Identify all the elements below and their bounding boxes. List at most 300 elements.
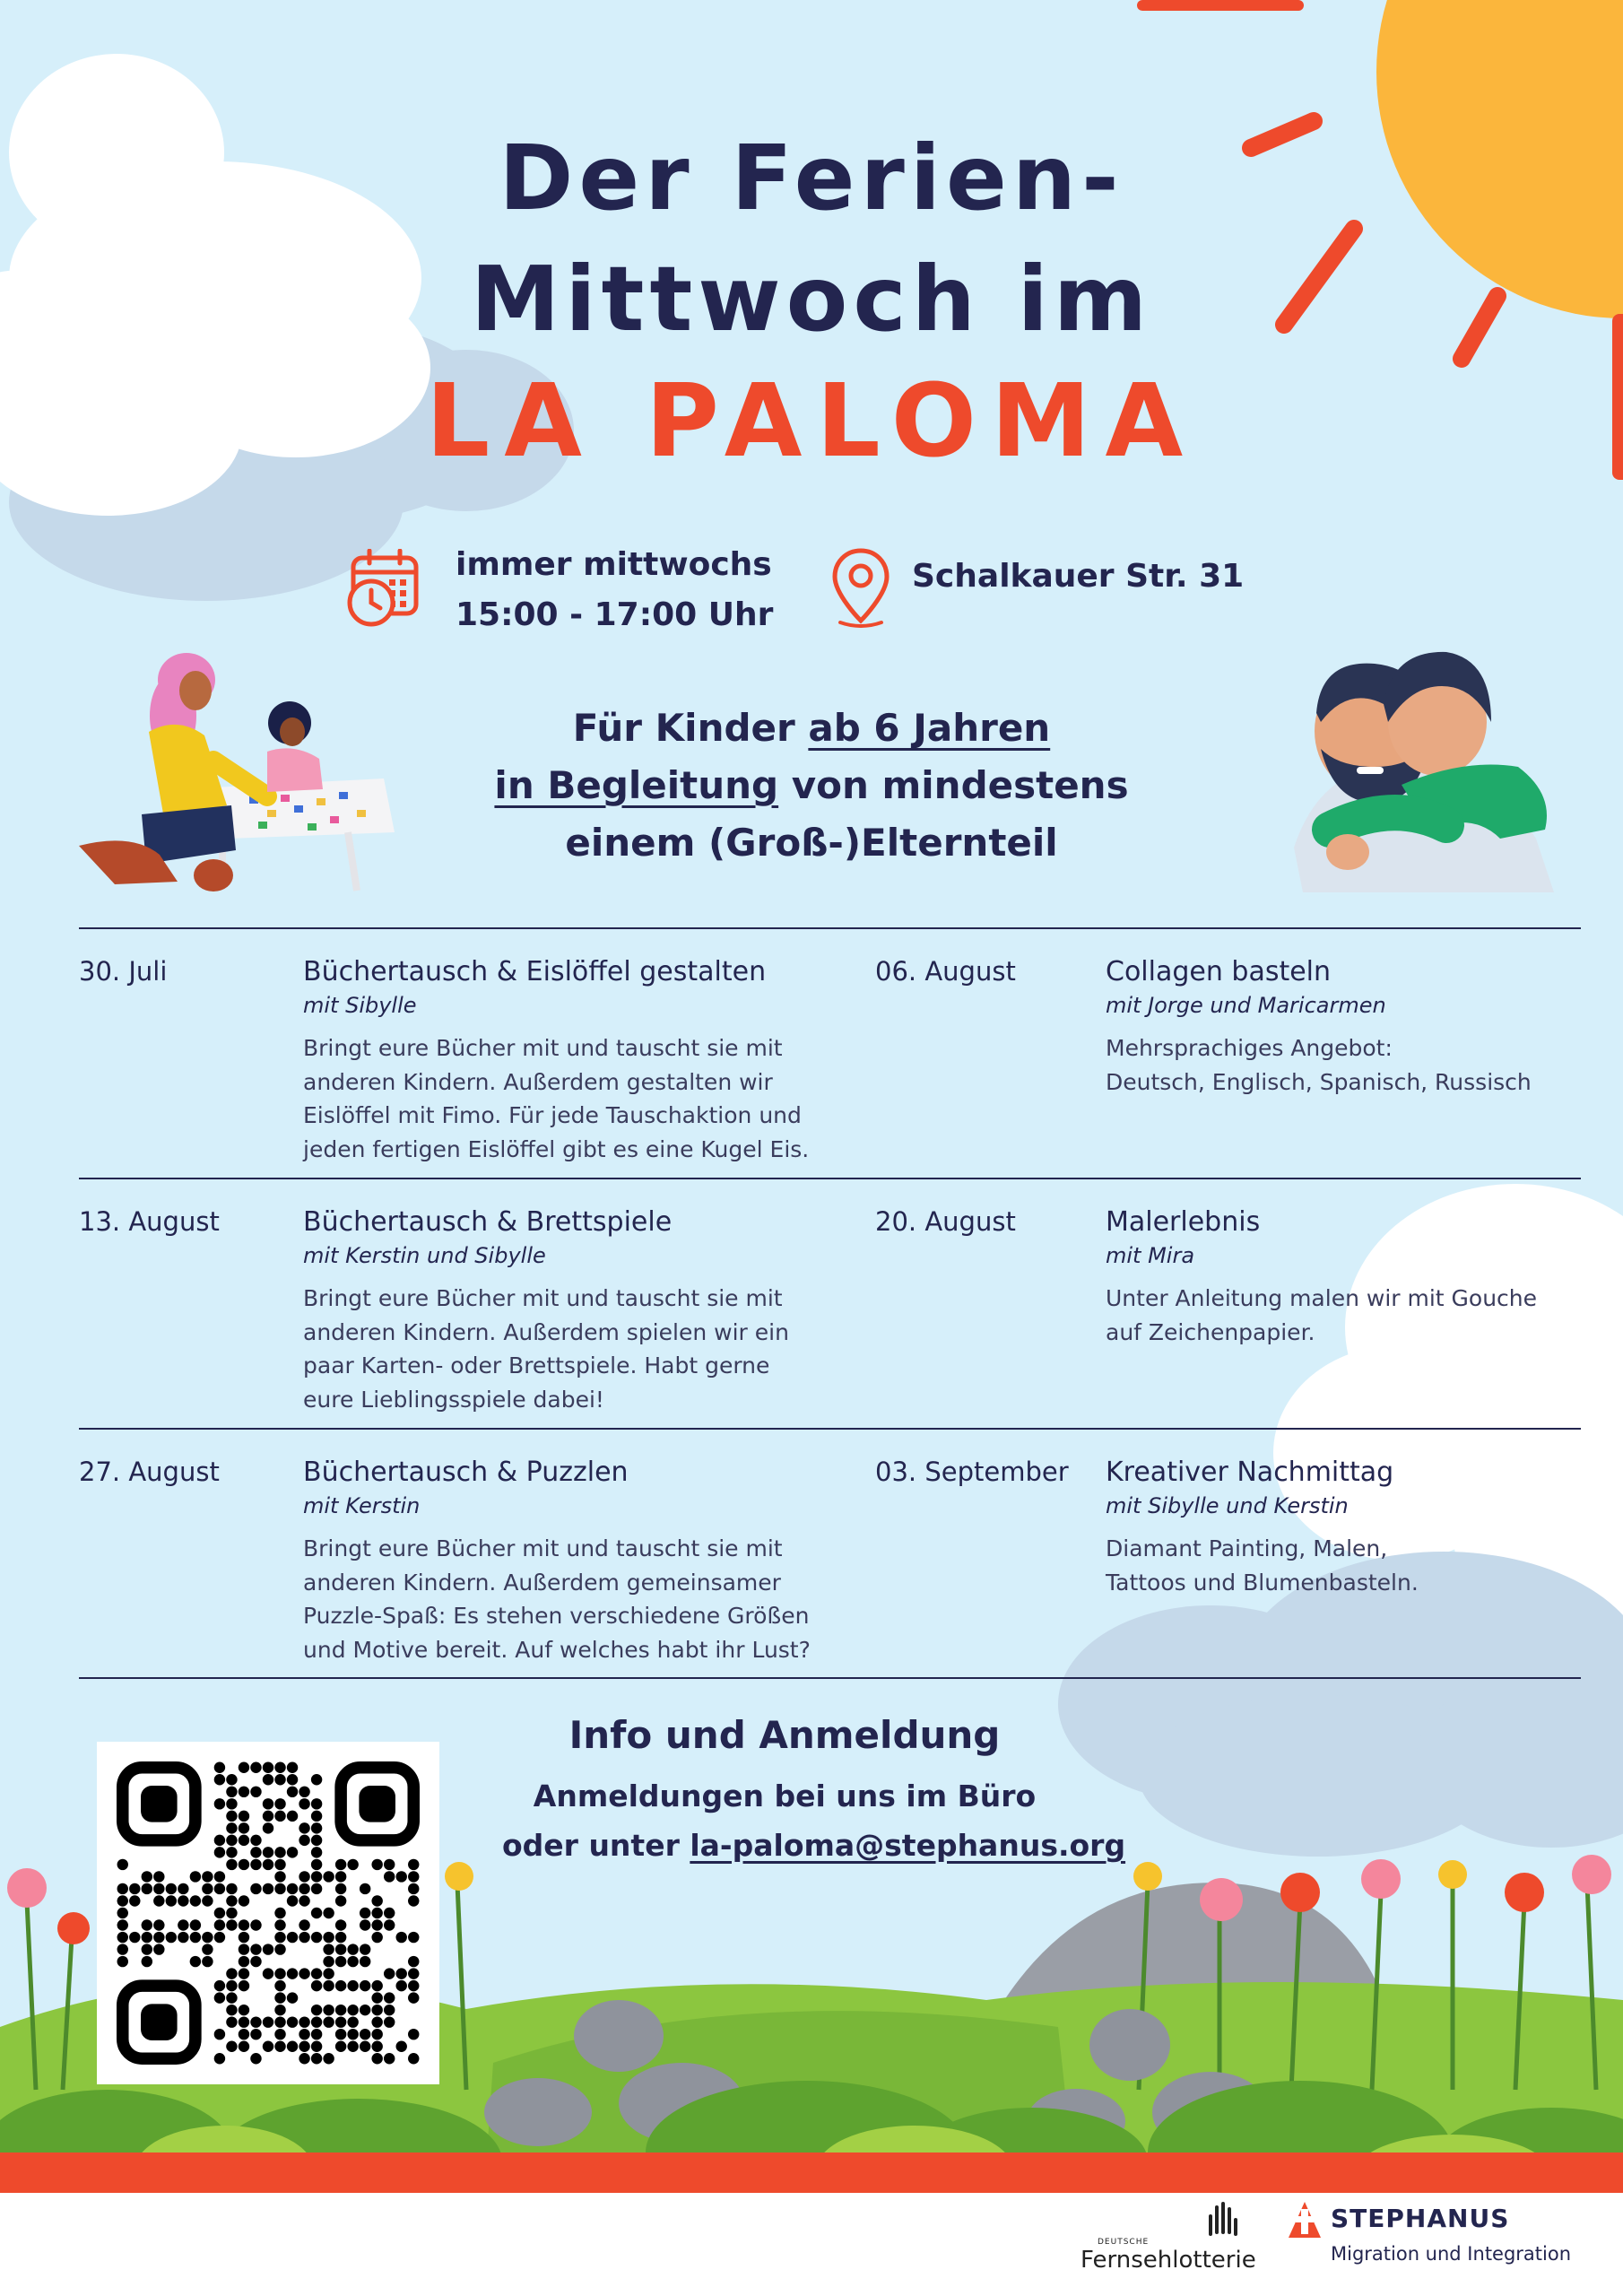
calendar-clock-icon	[344, 549, 425, 630]
qr-module	[226, 1835, 237, 1846]
qr-module	[178, 1895, 188, 1906]
qr-module	[371, 1919, 382, 1930]
qr-module	[311, 1835, 322, 1846]
qr-module	[311, 1871, 322, 1882]
qr-module	[202, 1944, 213, 1954]
qr-module	[274, 1980, 285, 1991]
qr-module	[274, 1871, 285, 1882]
qr-module	[299, 1871, 309, 1882]
qr-module	[226, 1811, 237, 1822]
qr-module	[274, 1811, 285, 1822]
qr-module	[274, 1908, 285, 1918]
event-description-line: anderen Kindern. Außerdem gestalten wir	[303, 1068, 773, 1095]
qr-module	[202, 1895, 213, 1906]
qr-module	[384, 2053, 395, 2064]
qr-module	[360, 1956, 370, 1967]
event-host: mit Kerstin	[303, 1493, 421, 1518]
qr-module	[347, 1956, 358, 1967]
qr-module	[371, 1932, 382, 1943]
qr-module	[323, 2005, 334, 2015]
qr-module	[299, 1895, 309, 1906]
event-title: Büchertausch & Eislöffel gestalten	[303, 956, 767, 987]
qr-module	[250, 1787, 261, 1797]
qr-module	[214, 1932, 225, 1943]
qr-module	[226, 1847, 237, 1857]
qr-module	[202, 1956, 213, 1967]
qr-module	[311, 1847, 322, 1857]
qr-module	[239, 1762, 249, 1773]
qr-module	[311, 1774, 322, 1785]
qr-module	[129, 1932, 140, 1943]
qr-module	[299, 2029, 309, 2039]
qr-module	[371, 2029, 382, 2039]
qr-module	[311, 1822, 322, 1833]
qr-module	[226, 1919, 237, 1930]
qr-module	[178, 1883, 188, 1894]
qr-module	[190, 1932, 201, 1943]
qr-module	[299, 1835, 309, 1846]
qr-module	[166, 1895, 177, 1906]
qr-module	[299, 1798, 309, 1809]
event-date: 13. August	[79, 1206, 220, 1237]
qr-module	[142, 1932, 152, 1943]
qr-module	[274, 1968, 285, 1979]
registration-email-line	[502, 1828, 1126, 1863]
qr-module	[311, 1968, 322, 1979]
qr-module	[117, 1919, 128, 1930]
qr-module	[226, 1908, 237, 1918]
qr-module	[408, 1883, 419, 1894]
address: Schalkauer Str. 31	[912, 558, 1245, 595]
qr-module	[311, 1883, 322, 1894]
qr-module	[360, 1944, 370, 1954]
event-title: Malerlebnis	[1106, 1206, 1261, 1238]
qr-module	[274, 1919, 285, 1930]
qr-module	[384, 1871, 395, 1882]
qr-module	[142, 1944, 152, 1954]
qr-module	[371, 2005, 382, 2015]
qr-module	[226, 1859, 237, 1870]
qr-module	[299, 2041, 309, 2052]
qr-module	[117, 1932, 128, 1943]
qr-module	[190, 1919, 201, 1930]
qr-module	[214, 1762, 225, 1773]
bottom-band	[0, 2152, 1623, 2193]
event-description	[303, 1532, 811, 1666]
qr-module	[263, 1762, 273, 1773]
event-description	[303, 1282, 789, 1416]
qr-module	[239, 1944, 249, 1954]
qr-module	[239, 1956, 249, 1967]
qr-module	[335, 1859, 346, 1870]
qr-module	[274, 1932, 285, 1943]
qr-module	[263, 2016, 273, 2027]
qr-module	[142, 1883, 152, 1894]
qr-module	[384, 1992, 395, 2003]
qr-finder-center	[359, 1786, 395, 1822]
qr-module	[274, 1762, 285, 1773]
qr-module	[226, 1822, 237, 1833]
qr-module	[360, 1908, 370, 1918]
qr-module	[250, 1859, 261, 1870]
qr-module	[360, 2005, 370, 2015]
qr-module	[408, 1956, 419, 1967]
qr-module	[214, 1883, 225, 1894]
event-title: Collagen basteln	[1106, 956, 1332, 987]
qr-module	[360, 1883, 370, 1894]
qr-module	[371, 2041, 382, 2052]
qr-module	[226, 1774, 237, 1785]
qr-module	[371, 2016, 382, 2027]
qr-module	[347, 2016, 358, 2027]
qr-module	[239, 2016, 249, 2027]
qr-module	[347, 2041, 358, 2052]
puzzle-family-illustration	[79, 653, 402, 897]
qr-module	[299, 2053, 309, 2064]
qr-module	[408, 2053, 419, 2064]
schedule-rule	[79, 1428, 1581, 1430]
qr-module	[263, 1798, 273, 1809]
qr-module	[226, 1798, 237, 1809]
qr-module	[323, 1944, 334, 1954]
qr-module	[142, 1956, 152, 1967]
event-description-line: anderen Kindern. Außerdem spielen wir ein	[303, 1318, 789, 1345]
qr-module	[263, 2041, 273, 2052]
qr-module	[250, 2029, 261, 2039]
qr-module	[299, 1787, 309, 1797]
qr-module	[153, 1871, 164, 1882]
qr-module	[263, 1774, 273, 1785]
event-date: 20. August	[875, 1206, 1016, 1237]
qr-module	[263, 1883, 273, 1894]
qr-module	[360, 2041, 370, 2052]
qr-module	[323, 1956, 334, 1967]
qr-module	[408, 2029, 419, 2039]
schedule-rule	[79, 1178, 1581, 1179]
qr-module	[263, 1822, 273, 1833]
qr-module	[323, 1980, 334, 1991]
qr-module	[250, 2053, 261, 2064]
qr-module	[239, 1980, 249, 1991]
audience-line-2-end: von mindestens	[778, 763, 1129, 807]
qr-module	[263, 1847, 273, 1857]
qr-module	[202, 1883, 213, 1894]
hand-logo-icon	[1202, 2198, 1241, 2238]
qr-module	[311, 2053, 322, 2064]
qr-module	[239, 2041, 249, 2052]
qr-module	[335, 2005, 346, 2015]
audience-line-1	[377, 700, 1246, 757]
event-description-line: Tattoos und Blumenbasteln.	[1106, 1569, 1419, 1596]
qr-module	[117, 1895, 128, 1906]
qr-module	[239, 2005, 249, 2015]
qr-module	[274, 1883, 285, 1894]
registration-title: Info und Anmeldung	[568, 1713, 1001, 1757]
qr-module	[239, 1787, 249, 1797]
audience-line-1-start: Für Kinder	[572, 706, 809, 750]
qr-module	[287, 1787, 298, 1797]
event-description-line: Bringt eure Bücher mit und tauscht sie mit	[303, 1535, 783, 1561]
qr-module	[396, 2041, 407, 2052]
qr-module	[190, 1871, 201, 1882]
qr-code[interactable]	[97, 1742, 439, 2084]
qr-module	[335, 1871, 346, 1882]
event-description-line: jeden fertigen Eislöffel gibt es eine Kugel Eis.	[303, 1135, 810, 1162]
qr-module	[214, 1871, 225, 1882]
qr-module	[384, 1908, 395, 1918]
qr-finder-center	[141, 2004, 178, 2040]
event-description-line: Unter Anleitung malen wir mit Gouche	[1106, 1285, 1538, 1311]
qr-module	[396, 1871, 407, 1882]
qr-module	[311, 1859, 322, 1870]
qr-module	[299, 2016, 309, 2027]
qr-module	[323, 2053, 334, 2064]
qr-module	[335, 2041, 346, 2052]
event-description-line: anderen Kindern. Außerdem gemeinsamer	[303, 1569, 781, 1596]
qr-module	[384, 1859, 395, 1870]
title-line-2: Mittwoch im	[470, 247, 1153, 352]
qr-module	[299, 1932, 309, 1943]
qr-module	[335, 1932, 346, 1943]
qr-module	[299, 1883, 309, 1894]
qr-module	[360, 1919, 370, 1930]
event-description-line: paar Karten- oder Brettspiele. Habt gerne	[303, 1352, 770, 1378]
qr-module	[299, 1919, 309, 1930]
qr-module	[214, 2053, 225, 2064]
event-description-line: und Motive bereit. Auf welches habt ihr Lust?	[303, 1636, 811, 1663]
qr-module	[311, 2041, 322, 2052]
qr-module	[311, 1908, 322, 1918]
qr-module	[371, 1895, 382, 1906]
qr-module	[239, 1835, 249, 1846]
title-la-paloma: LA PALOMA	[425, 363, 1198, 480]
qr-module	[311, 2005, 322, 2015]
schedule-rule	[79, 1677, 1581, 1679]
event-description-line: Bringt eure Bücher mit und tauscht sie mit	[303, 1285, 783, 1311]
qr-module	[239, 2029, 249, 2039]
schedule-time: 15:00 - 17:00 Uhr	[456, 596, 774, 633]
event-host: mit Sibylle	[303, 993, 417, 1018]
qr-module	[239, 1919, 249, 1930]
event-title: Büchertausch & Puzzlen	[303, 1457, 629, 1488]
qr-module	[214, 1835, 225, 1846]
qr-module	[226, 1992, 237, 2003]
qr-module	[214, 2029, 225, 2039]
schedule-rule	[79, 927, 1581, 929]
event-host: mit Kerstin und Sibylle	[303, 1243, 546, 1268]
event-date: 03. September	[875, 1457, 1069, 1487]
qr-module	[226, 2016, 237, 2027]
qr-module	[142, 1871, 152, 1882]
qr-module	[335, 1895, 346, 1906]
event-date: 06. August	[875, 956, 1016, 987]
qr-module	[371, 2053, 382, 2064]
qr-module	[263, 1944, 273, 1954]
qr-module	[274, 2016, 285, 2027]
qr-module	[287, 1811, 298, 1822]
qr-module	[214, 1992, 225, 2003]
qr-module	[396, 1968, 407, 1979]
stephanus-name: STEPHANUS	[1331, 2204, 1510, 2233]
event-host: mit Mira	[1106, 1243, 1195, 1268]
qr-module	[408, 1932, 419, 1943]
event-date: 27. August	[79, 1457, 220, 1487]
qr-module	[311, 2029, 322, 2039]
qr-module	[239, 1968, 249, 1979]
qr-module	[214, 1847, 225, 1857]
event-description-line: Bringt eure Bücher mit und tauscht sie mit	[303, 1035, 783, 1061]
qr-module	[263, 1811, 273, 1822]
event-description-line: Puzzle-Spaß: Es stehen verschiedene Größen	[303, 1603, 810, 1629]
qr-module	[274, 1798, 285, 1809]
qr-module	[311, 1980, 322, 1991]
qr-module	[287, 1932, 298, 1943]
father-son-illustration	[1285, 632, 1581, 897]
qr-module	[408, 1992, 419, 2003]
qr-module	[250, 1762, 261, 1773]
qr-code-pattern	[97, 1742, 439, 2084]
qr-module	[408, 1871, 419, 1882]
stephanus-logo-icon	[1287, 2200, 1323, 2239]
event-description	[303, 1031, 809, 1166]
qr-module	[274, 1944, 285, 1954]
qr-module	[153, 1895, 164, 1906]
qr-module	[396, 1932, 407, 1943]
event-description-line: Eislöffel mit Fimo. Für jede Tauschaktion und	[303, 1102, 802, 1128]
qr-module	[226, 1980, 237, 1991]
qr-module	[287, 1762, 298, 1773]
schedule-when	[456, 540, 773, 640]
qr-module	[226, 1895, 237, 1906]
qr-module	[274, 1774, 285, 1785]
registration-office: Anmeldungen bei uns im Büro	[533, 1779, 1037, 1813]
title-line-1: Der Ferien-	[499, 126, 1124, 230]
qr-module	[287, 1774, 298, 1785]
qr-module	[153, 1919, 164, 1930]
qr-module	[226, 1787, 237, 1797]
accompaniment-requirement: in Begleitung	[494, 763, 779, 807]
qr-module	[299, 1822, 309, 1833]
event-title: Kreativer Nachmittag	[1106, 1457, 1394, 1488]
location-pin-icon	[829, 545, 892, 628]
qr-module	[384, 1968, 395, 1979]
qr-module	[166, 1932, 177, 1943]
qr-module	[153, 1883, 164, 1894]
event-host: mit Jorge und Maricarmen	[1106, 993, 1386, 1018]
qr-module	[117, 1883, 128, 1894]
qr-module	[239, 1859, 249, 1870]
qr-module	[335, 2029, 346, 2039]
qr-module	[263, 1859, 273, 1870]
qr-module	[360, 2029, 370, 2039]
qr-module	[202, 1871, 213, 1882]
qr-module	[178, 1932, 188, 1943]
qr-module	[360, 1980, 370, 1991]
schedule-day: immer mittwochs	[456, 546, 772, 583]
qr-module	[239, 1895, 249, 1906]
qr-module	[396, 1980, 407, 1991]
qr-module	[250, 1919, 261, 1930]
qr-module	[214, 1919, 225, 1930]
qr-module	[239, 1822, 249, 1833]
email-link[interactable]: la-paloma@stephanus.org	[690, 1828, 1126, 1863]
qr-module	[287, 1992, 298, 2003]
qr-module	[117, 1956, 128, 1967]
qr-module	[263, 1968, 273, 1979]
event-host: mit Sibylle und Kerstin	[1106, 1493, 1349, 1518]
qr-module	[250, 1956, 261, 1967]
qr-module	[287, 2016, 298, 2027]
qr-module	[250, 1944, 261, 1954]
qr-module	[335, 1883, 346, 1894]
qr-finder-center	[141, 1786, 178, 1822]
audience-info	[377, 700, 1246, 872]
qr-module	[408, 1859, 419, 1870]
qr-module	[408, 1980, 419, 1991]
qr-module	[250, 1835, 261, 1846]
event-description-line: Diamant Painting, Malen,	[1106, 1535, 1388, 1561]
event-description	[1106, 1031, 1532, 1099]
qr-module	[214, 1798, 225, 1809]
qr-module	[190, 1956, 201, 1967]
qr-module	[347, 2005, 358, 2015]
qr-module	[335, 2016, 346, 2027]
qr-module	[371, 1859, 382, 1870]
qr-module	[287, 1895, 298, 1906]
qr-module	[142, 1919, 152, 1930]
qr-module	[117, 1859, 128, 1870]
qr-module	[287, 1883, 298, 1894]
qr-module	[239, 1811, 249, 1822]
qr-module	[408, 1895, 419, 1906]
age-requirement: ab 6 Jahren	[808, 706, 1051, 750]
qr-module	[371, 1992, 382, 2003]
qr-module	[214, 1980, 225, 1991]
qr-module	[311, 1932, 322, 1943]
qr-module	[239, 1932, 249, 1943]
qr-module	[311, 1798, 322, 1809]
qr-module	[323, 1871, 334, 1882]
qr-module	[274, 2005, 285, 2015]
qr-module	[287, 1847, 298, 1857]
event-description	[1106, 1282, 1537, 1349]
qr-module	[323, 1968, 334, 1979]
event-description	[1106, 1532, 1419, 1599]
footer	[0, 2193, 1623, 2296]
qr-module	[311, 2016, 322, 2027]
event-date: 30. Juli	[79, 956, 168, 987]
qr-module	[274, 1859, 285, 1870]
qr-module	[384, 1919, 395, 1930]
qr-module	[323, 1908, 334, 1918]
qr-module	[335, 1944, 346, 1954]
qr-module	[153, 1944, 164, 1954]
qr-module	[384, 2005, 395, 2015]
qr-module	[129, 1895, 140, 1906]
event-description-line: eure Lieblingsspiele dabei!	[303, 1386, 604, 1413]
qr-module	[371, 1980, 382, 1991]
qr-module	[226, 2005, 237, 2015]
lottery-logo-text: Fernsehlotterie	[1081, 2247, 1256, 2274]
qr-module	[129, 1883, 140, 1894]
qr-module	[178, 1919, 188, 1930]
qr-module	[250, 1883, 261, 1894]
qr-module	[274, 2041, 285, 2052]
qr-module	[335, 1919, 346, 1930]
qr-module	[323, 1932, 334, 1943]
qr-module	[214, 1774, 225, 1785]
event-description-line: Mehrsprachiges Angebot:	[1106, 1035, 1393, 1061]
